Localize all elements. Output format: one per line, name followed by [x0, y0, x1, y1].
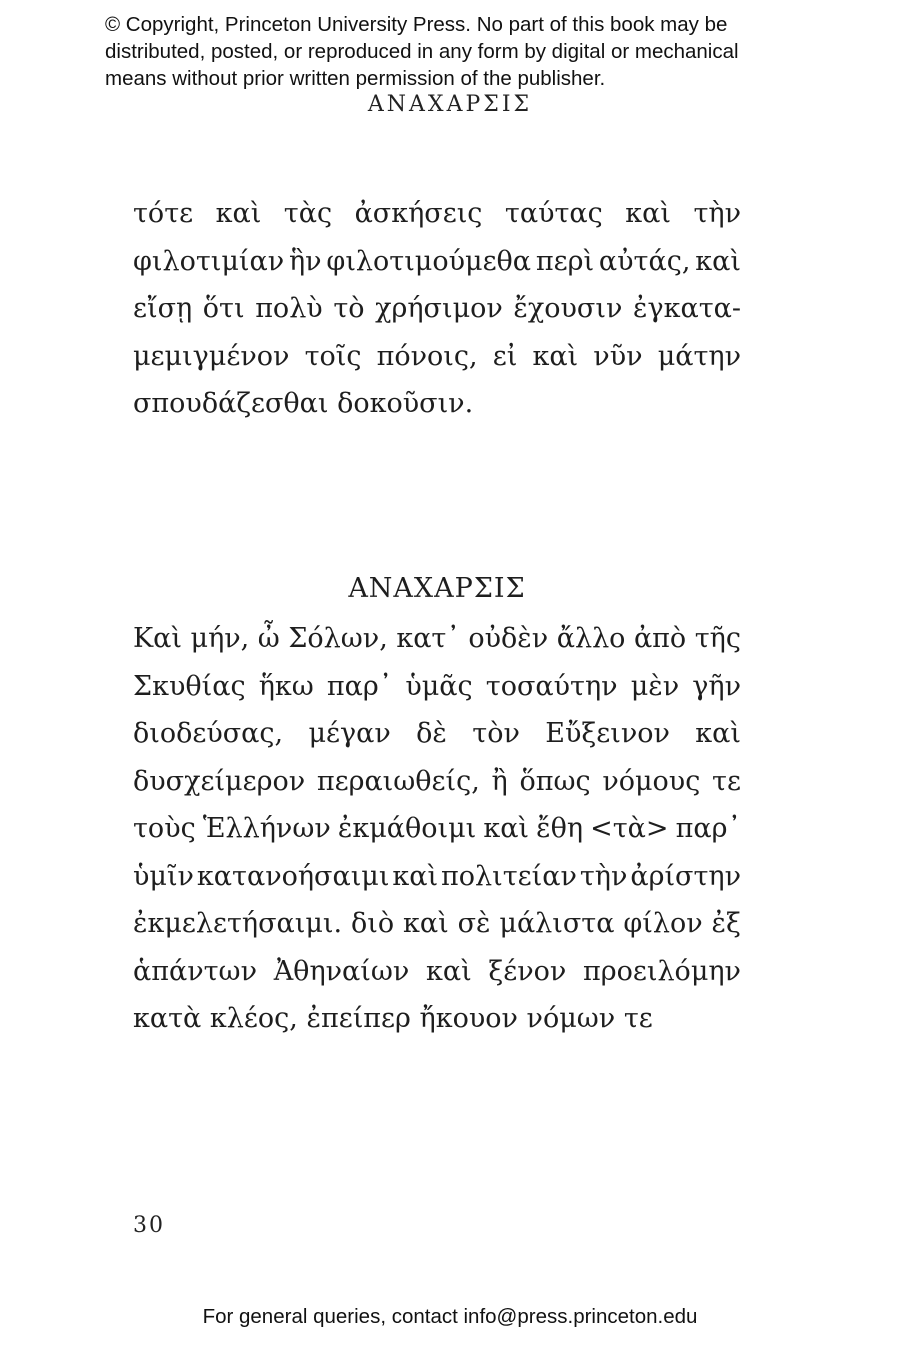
- word: πολὺ: [255, 293, 323, 324]
- word: καὶ: [392, 860, 439, 892]
- word: πολιτείαν: [441, 860, 577, 892]
- word: περαιωθείς,: [316, 765, 480, 797]
- word: τε: [623, 1003, 653, 1034]
- word: σὲ: [457, 908, 491, 939]
- word: νόμους: [602, 765, 701, 797]
- word: Ἑλλήνων: [202, 813, 331, 844]
- word: Σόλων,: [288, 623, 388, 654]
- word: κλέος,: [209, 1003, 298, 1034]
- word: εἴσῃ: [133, 293, 193, 324]
- word: ὅτι: [202, 293, 245, 324]
- word: τῆς: [694, 623, 741, 654]
- text-line: [133, 900, 741, 948]
- text-line: [133, 758, 741, 806]
- word: μέγαν: [308, 718, 391, 749]
- word: μεμιγμένον: [133, 340, 290, 372]
- text-line: [133, 333, 741, 381]
- word: <τὰ>: [590, 813, 669, 844]
- copyright-line: © Copyright, Princeton University Press. No part of this book may be: [105, 13, 728, 36]
- word: μὲν: [630, 670, 680, 702]
- word: περὶ: [535, 245, 595, 277]
- word: καὶ: [695, 718, 741, 749]
- word: κατανοήσαιμι: [196, 860, 390, 892]
- word: καὶ: [695, 245, 741, 277]
- word: παρ᾽: [675, 813, 741, 844]
- word: τότε: [133, 198, 194, 229]
- word: ἀρίστην: [630, 860, 741, 892]
- word: ἐπείπερ: [306, 1003, 411, 1034]
- word: καὶ: [625, 198, 671, 229]
- word: οὐδὲν: [468, 623, 549, 654]
- word: κατὰ: [133, 1003, 202, 1034]
- passage-1: [133, 190, 741, 428]
- word: προειλόμην: [583, 955, 741, 987]
- word: δοκοῦσιν.: [337, 388, 474, 419]
- word: γῆν: [692, 670, 741, 702]
- word: ἤκουον: [419, 1003, 518, 1034]
- word: αὐτάς,: [598, 245, 691, 277]
- word: σπουδάζεσθαι: [133, 388, 329, 419]
- text-line: [133, 285, 741, 333]
- word: παρ᾽: [326, 670, 393, 702]
- word: ἁπάντων: [133, 955, 257, 987]
- word: καὶ: [402, 908, 449, 939]
- text-line: [133, 853, 741, 901]
- text-line: [133, 805, 741, 853]
- word: φιλοτιμίαν: [133, 245, 285, 277]
- word: ἔχουσιν: [513, 293, 623, 324]
- text-line: [133, 948, 741, 996]
- word: νῦν: [593, 340, 643, 372]
- word: καὶ: [532, 340, 579, 372]
- text-line: [133, 190, 741, 238]
- word: ταύτας: [504, 198, 603, 229]
- word: Σκυθίας: [133, 670, 246, 702]
- footer-contact: For general queries, contact info@press.princeton.edu: [202, 1305, 698, 1328]
- copyright-line: distributed, posted, or reproduced in any form by digital or mechanical: [105, 40, 739, 63]
- running-head: ΑΝΑΧΑΡΣΙΣ: [367, 92, 533, 117]
- word: τὸ: [333, 293, 365, 324]
- word: νόμων: [526, 1003, 616, 1034]
- copyright-line: means without prior written permission of the publisher.: [105, 67, 606, 90]
- word: τὴν: [579, 860, 628, 892]
- word: διὸ: [350, 908, 395, 939]
- word: καὶ: [483, 813, 530, 844]
- word: ἥκω: [258, 670, 314, 702]
- word: ἐξ: [711, 908, 741, 939]
- word: Ἀθηναίων: [273, 955, 410, 987]
- text-line: [133, 238, 741, 286]
- word: ξένον: [488, 955, 567, 987]
- text-line: [133, 663, 741, 711]
- word: δὲ: [416, 718, 447, 749]
- word: τοσαύτην: [485, 670, 618, 702]
- text-line: [133, 995, 741, 1043]
- word: Καὶ: [133, 623, 182, 654]
- copyright-notice: [105, 11, 885, 92]
- word: εἰ: [492, 340, 518, 372]
- text-line: [133, 380, 741, 428]
- word: τὰς: [283, 198, 333, 229]
- word: ἄλλο: [556, 623, 626, 654]
- word: ἐκμελετήσαιμι.: [133, 908, 343, 939]
- word: δυσχείμερον: [133, 765, 306, 797]
- word: ἔθη: [536, 813, 584, 844]
- word: χρήσιμον: [375, 293, 503, 324]
- word: Εὔξεινον: [545, 718, 670, 749]
- word: κατ᾽: [396, 623, 460, 654]
- word: καὶ: [215, 198, 262, 229]
- word: μήν,: [190, 623, 250, 654]
- text-line: [133, 710, 741, 758]
- word: τοῖς: [304, 340, 362, 372]
- word: τοὺς: [133, 813, 196, 844]
- word: τε: [712, 765, 741, 797]
- passage-2: [133, 615, 741, 1043]
- text-line: [133, 615, 741, 663]
- word: ἀσκήσεις: [354, 198, 483, 229]
- word: ἢ: [491, 765, 508, 797]
- word: ἐκμάθοιμι: [337, 813, 477, 844]
- word: καὶ: [425, 955, 472, 987]
- word: ἐγκατα-: [632, 293, 741, 324]
- word: ὦ: [257, 623, 280, 654]
- word: διοδεύσας,: [133, 718, 284, 749]
- word: μάτην: [657, 340, 741, 372]
- word: πόνοις,: [376, 340, 478, 372]
- page-number: 30: [133, 1213, 165, 1238]
- word: φίλον: [623, 908, 703, 939]
- word: τὴν: [693, 198, 741, 229]
- word: ὑμᾶς: [405, 670, 473, 702]
- word: ἣν: [289, 245, 322, 277]
- word: ὅπως: [519, 765, 591, 797]
- word: μάλιστα: [499, 908, 615, 939]
- word: ἀπὸ: [633, 623, 687, 654]
- word: φιλοτιμούμεθα: [326, 245, 532, 277]
- word: ὑμῖν: [133, 860, 194, 892]
- speaker-heading: ΑΝΑΧΑΡΣΙΣ: [348, 573, 526, 604]
- word: τὸν: [472, 718, 520, 749]
